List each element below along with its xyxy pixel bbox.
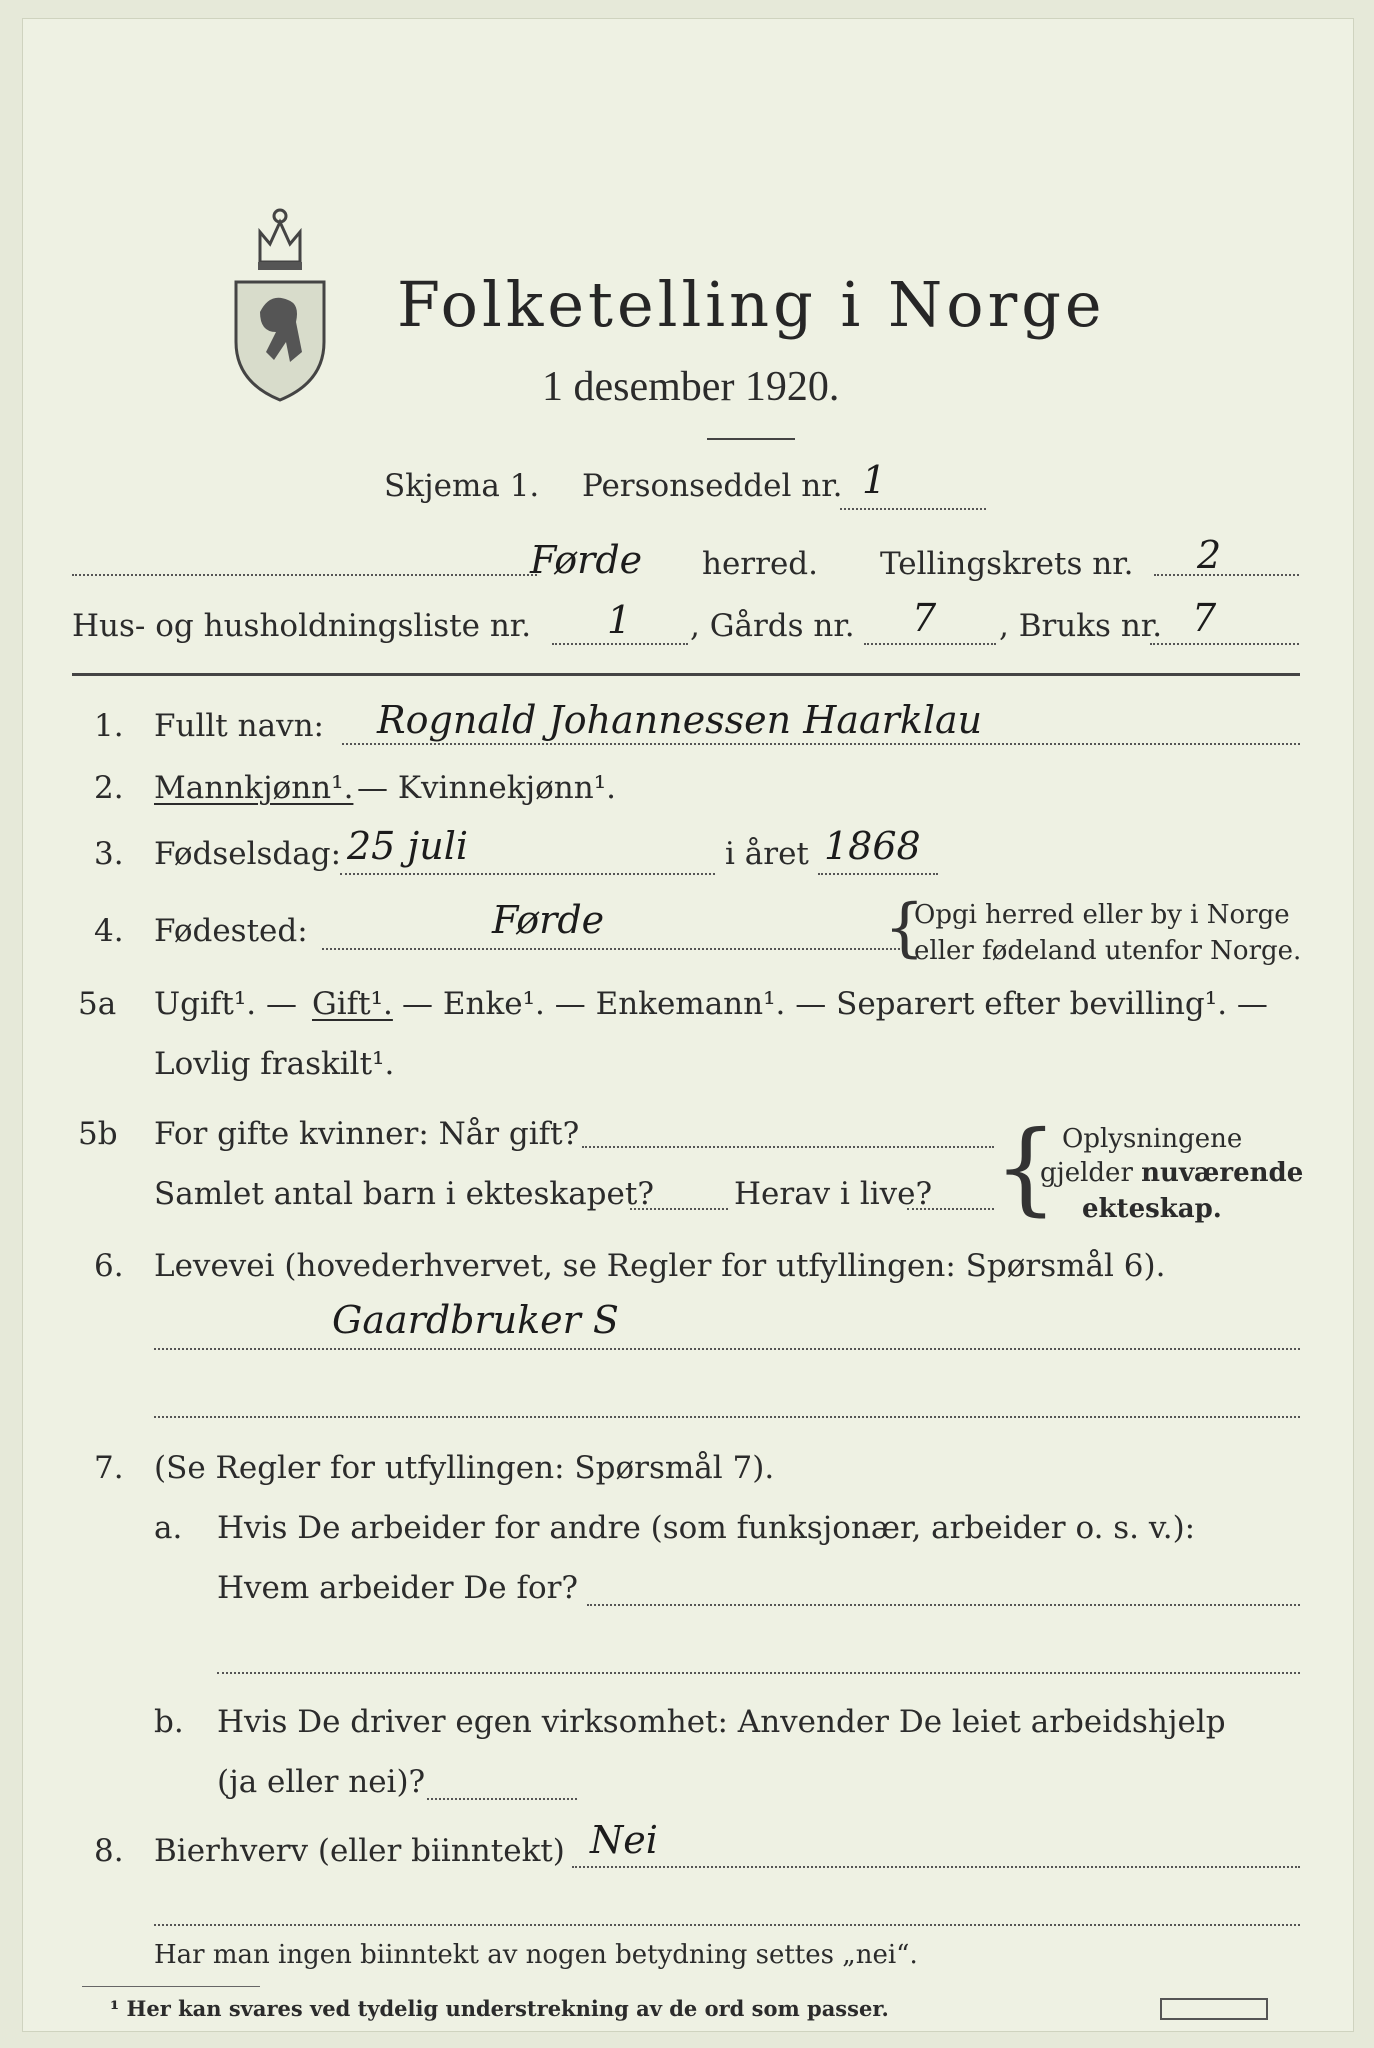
husliste-label: Hus- og husholdningsliste nr. <box>72 608 532 644</box>
norway-coat-of-arms-icon <box>230 192 330 402</box>
census-date: 1 desember 1920. <box>542 364 840 410</box>
q7-label: (Se Regler for utfyllingen: Spørsmål 7). <box>154 1450 775 1486</box>
census-form <box>22 18 1354 2032</box>
q7a-line-2 <box>217 1672 1300 1674</box>
personseddel-label: Personseddel nr. <box>582 468 843 504</box>
q4-value: Førde <box>492 898 605 942</box>
q5a-rest: — Enke¹. — Enkemann¹. — Separert efter bevilling¹. — <box>402 986 1268 1022</box>
q5b-note-2: gjelder nuværende <box>1040 1158 1304 1188</box>
q2-number: 2. <box>94 770 124 806</box>
q5b-children-line <box>630 1208 728 1210</box>
q4-brace: { <box>884 891 925 965</box>
q1-label: Fullt navn: <box>154 708 324 744</box>
husliste-line <box>552 643 688 645</box>
q4-label: Fødested: <box>154 913 308 949</box>
q3-year-line <box>818 873 938 875</box>
bruks-line <box>1150 643 1299 645</box>
q3-label: Fødselsdag: <box>154 836 342 872</box>
q5b-alive-line <box>907 1208 994 1210</box>
q8-line-1 <box>572 1866 1300 1868</box>
q7b-line2: (ja eller nei)? <box>217 1764 426 1800</box>
form-title: Folketelling i Norge <box>397 268 1106 341</box>
personseddel-value: 1 <box>862 458 887 502</box>
q3-year-label: i året <box>725 836 809 872</box>
q5b-line1: For gifte kvinner: Når gift? <box>154 1116 580 1152</box>
q6-line-2 <box>154 1416 1300 1418</box>
q5b-line2a: Samlet antal barn i ekteskapet? <box>154 1176 654 1212</box>
q7-number: 7. <box>94 1450 124 1486</box>
gards-line <box>864 643 996 645</box>
q5a-ugift: Ugift¹. — <box>154 986 297 1022</box>
q5b-married-line <box>582 1146 994 1148</box>
printer-stamp <box>1160 1998 1268 2020</box>
q6-number: 6. <box>94 1248 124 1284</box>
gards-label: , Gårds nr. <box>690 608 855 644</box>
tellingskrets-label: Tellingskrets nr. <box>880 546 1134 582</box>
q8-value: Nei <box>590 1818 658 1862</box>
q2-kvinne: — Kvinnekjønn¹. <box>357 770 616 806</box>
q5b-line2b: Herav i live? <box>734 1176 933 1212</box>
bruks-value: 7 <box>1192 596 1217 640</box>
footnote-divider <box>82 1986 260 1987</box>
q7a-line1: Hvis De arbeider for andre (som funksjonær, arbeider o. s. v.): <box>217 1510 1196 1546</box>
husliste-value: 1 <box>607 598 632 642</box>
q7b-line1: Hvis De driver egen virksomhet: Anvender De leiet arbeidshjelp <box>217 1704 1226 1740</box>
q3-line <box>340 873 715 875</box>
q5b-note-1: Oplysningene <box>1062 1124 1243 1154</box>
footnote: ¹ Her kan svares ved tydelig understrekning av de ord som passer. <box>110 1996 889 2021</box>
q1-number: 1. <box>94 708 124 744</box>
bruks-label: , Bruks nr. <box>999 608 1163 644</box>
q5b-brace: { <box>994 1109 1058 1226</box>
header-divider <box>72 673 1300 676</box>
q3-year-value: 1868 <box>824 824 921 868</box>
footer-note: Har man ingen biinntekt av nogen betydning settes „nei“. <box>154 1940 918 1970</box>
q8-number: 8. <box>94 1833 124 1869</box>
herred-line <box>72 574 537 576</box>
q6-line-1 <box>154 1348 1300 1350</box>
q7a-line2: Hvem arbeider De for? <box>217 1570 579 1606</box>
q7a-line-1 <box>587 1604 1300 1606</box>
tellingskrets-line <box>1154 574 1299 576</box>
q7b-letter: b. <box>154 1704 184 1740</box>
q8-line-2 <box>154 1924 1300 1926</box>
tellingskrets-value: 2 <box>1197 533 1222 577</box>
herred-value: Førde <box>530 538 643 582</box>
q4-line <box>322 948 900 950</box>
q3-number: 3. <box>94 836 124 872</box>
q5a-gift: Gift¹. <box>312 986 393 1022</box>
q4-note-2: eller fødeland utenfor Norge. <box>914 936 1302 966</box>
skjema-label: Skjema 1. <box>384 468 540 504</box>
title-divider <box>707 438 795 440</box>
q5a-number: 5a <box>78 986 117 1022</box>
q7a-letter: a. <box>154 1510 183 1546</box>
gards-value: 7 <box>912 596 937 640</box>
q1-value: Rognald Johannessen Haarklau <box>377 698 983 742</box>
personseddel-line <box>840 508 986 510</box>
q5b-note-3: ekteskap. <box>1082 1194 1222 1224</box>
q1-line <box>342 743 1300 745</box>
q4-note-1: Opgi herred eller by i Norge <box>914 900 1290 930</box>
q4-number: 4. <box>94 913 124 949</box>
q2-mann: Mannkjønn¹. <box>154 770 354 806</box>
herred-label: herred. <box>702 546 818 582</box>
q6-label: Levevei (hovederhvervet, se Regler for utfyllingen: Spørsmål 6). <box>154 1248 1166 1284</box>
q5a-line2: Lovlig fraskilt¹. <box>154 1046 395 1082</box>
q5b-number: 5b <box>78 1116 118 1152</box>
q3-value: 25 juli <box>347 824 468 868</box>
q7b-answer-line <box>427 1798 577 1800</box>
q8-label: Bierhverv (eller biinntekt) <box>154 1833 565 1869</box>
q6-value: Gaardbruker S <box>332 1298 619 1342</box>
